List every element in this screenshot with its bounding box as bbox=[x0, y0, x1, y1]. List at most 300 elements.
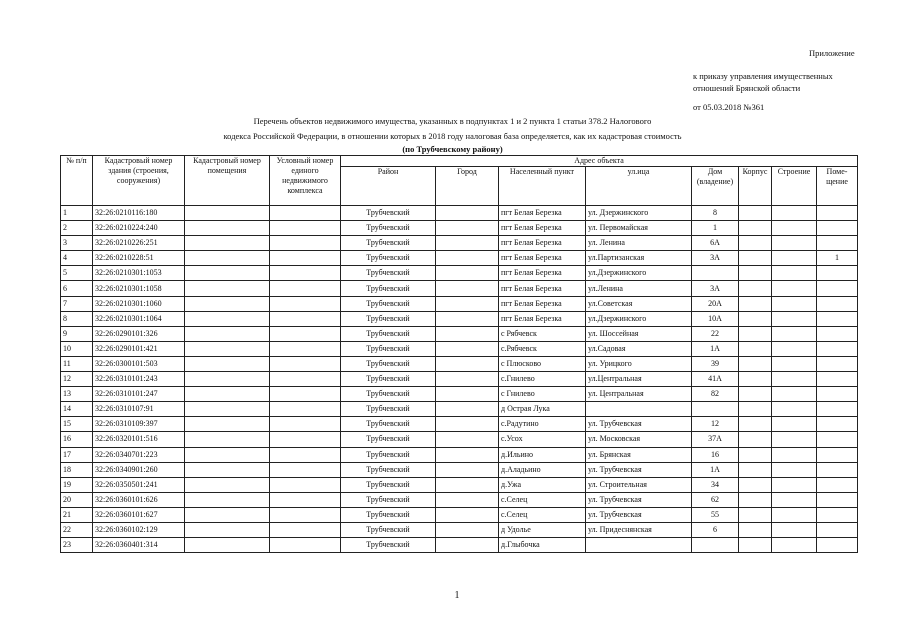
title-line-1: Перечень объектов недвижимого имущества, указанных в подпунктах 1 и 2 пункта 1 статьи 378.2 Налогового bbox=[253, 116, 652, 126]
cell-locality: с.Селец bbox=[499, 507, 586, 522]
cell-locality: с.Усох bbox=[499, 432, 586, 447]
cell-street: ул. Трубчевская bbox=[586, 462, 692, 477]
cell-district: Трубчевский bbox=[341, 372, 436, 387]
cell-building-cadastral: 32:26:0310107:91 bbox=[93, 402, 185, 417]
cell-locality: пгт Белая Березка bbox=[499, 251, 586, 266]
cell-house: 20А bbox=[692, 296, 739, 311]
cell-building bbox=[772, 296, 817, 311]
table-row bbox=[61, 522, 858, 537]
cell-building bbox=[772, 236, 817, 251]
table-row bbox=[61, 356, 858, 371]
cell-building bbox=[772, 492, 817, 507]
cell-locality: с Рябчевск bbox=[499, 326, 586, 341]
cell-building-cadastral: 32:26:0340701:223 bbox=[93, 447, 185, 462]
cell-complex-number bbox=[270, 236, 341, 251]
cell-locality: с.Рябчевск bbox=[499, 341, 586, 356]
table-row bbox=[61, 206, 858, 221]
cell-district: Трубчевский bbox=[341, 311, 436, 326]
cell-district: Трубчевский bbox=[341, 432, 436, 447]
cell-locality: с.Селец bbox=[499, 492, 586, 507]
cell-korpus bbox=[739, 522, 772, 537]
cell-house: 34 bbox=[692, 477, 739, 492]
cell-building bbox=[772, 206, 817, 221]
cell-city bbox=[436, 281, 499, 296]
cell-room bbox=[817, 432, 858, 447]
cell-room-cadastral bbox=[185, 522, 270, 537]
cell-complex-number bbox=[270, 251, 341, 266]
cell-house: 12 bbox=[692, 417, 739, 432]
table-row bbox=[61, 447, 858, 462]
cell-house bbox=[692, 266, 739, 281]
cell-city bbox=[436, 417, 499, 432]
cell-korpus bbox=[739, 492, 772, 507]
title-district: (по Трубчевскому району) bbox=[402, 144, 503, 154]
cell-korpus bbox=[739, 311, 772, 326]
cell-building-cadastral: 32:26:0320101:516 bbox=[93, 432, 185, 447]
cell-street: ул. Шоссейная bbox=[586, 326, 692, 341]
cell-building-cadastral: 32:26:0290101:326 bbox=[93, 326, 185, 341]
cell-room-cadastral bbox=[185, 477, 270, 492]
table-row bbox=[61, 341, 858, 356]
cell-room-cadastral bbox=[185, 432, 270, 447]
cell-city bbox=[436, 447, 499, 462]
cell-house: 82 bbox=[692, 387, 739, 402]
cell-room-cadastral bbox=[185, 266, 270, 281]
cell-number: 21 bbox=[61, 507, 93, 522]
col-building: Строение bbox=[772, 167, 817, 206]
cell-building-cadastral: 32:26:0340901:260 bbox=[93, 462, 185, 477]
cell-street: ул. Первомайская bbox=[586, 221, 692, 236]
table-row bbox=[61, 372, 858, 387]
cell-room bbox=[817, 281, 858, 296]
cell-complex-number bbox=[270, 402, 341, 417]
cell-room-cadastral bbox=[185, 341, 270, 356]
cell-district: Трубчевский bbox=[341, 326, 436, 341]
cell-room-cadastral bbox=[185, 387, 270, 402]
col-locality: Населенный пункт bbox=[499, 167, 586, 206]
cell-house: 6 bbox=[692, 522, 739, 537]
cell-number: 16 bbox=[61, 432, 93, 447]
cell-number: 9 bbox=[61, 326, 93, 341]
cell-building-cadastral: 32:26:0310109:397 bbox=[93, 417, 185, 432]
table-row bbox=[61, 311, 858, 326]
cell-street: ул. Дзержинского bbox=[586, 206, 692, 221]
cell-complex-number bbox=[270, 356, 341, 371]
cell-house: 16 bbox=[692, 447, 739, 462]
cell-city bbox=[436, 326, 499, 341]
cell-building-cadastral: 32:26:0360401:314 bbox=[93, 538, 185, 553]
cell-room-cadastral bbox=[185, 296, 270, 311]
cell-number: 2 bbox=[61, 221, 93, 236]
cell-building bbox=[772, 522, 817, 537]
cell-house bbox=[692, 538, 739, 553]
cell-district: Трубчевский bbox=[341, 281, 436, 296]
title-line-2: кодекса Российской Федерации, в отношении которых в 2018 году налоговая база определяется, как их кадастровая стоимость bbox=[223, 131, 682, 141]
cell-korpus bbox=[739, 326, 772, 341]
cell-locality: д.Ужа bbox=[499, 477, 586, 492]
cell-street: ул.Советская bbox=[586, 296, 692, 311]
cell-street: ул.Дзержинского bbox=[586, 311, 692, 326]
cell-korpus bbox=[739, 281, 772, 296]
cell-korpus bbox=[739, 462, 772, 477]
cell-building bbox=[772, 417, 817, 432]
cell-complex-number bbox=[270, 492, 341, 507]
cell-street: ул.Партизанская bbox=[586, 251, 692, 266]
cell-complex-number bbox=[270, 326, 341, 341]
cell-district: Трубчевский bbox=[341, 538, 436, 553]
col-city: Город bbox=[436, 167, 499, 206]
cell-building-cadastral: 32:26:0350501:241 bbox=[93, 477, 185, 492]
cell-number: 5 bbox=[61, 266, 93, 281]
cell-house: 37А bbox=[692, 432, 739, 447]
cell-house: 3А bbox=[692, 281, 739, 296]
cell-building bbox=[772, 341, 817, 356]
col-room-cadastral: Кадастровый номер помещения bbox=[185, 156, 270, 206]
cell-building-cadastral: 32:26:0210301:1064 bbox=[93, 311, 185, 326]
cell-district: Трубчевский bbox=[341, 417, 436, 432]
cell-room bbox=[817, 341, 858, 356]
cell-street: ул. Брянская bbox=[586, 447, 692, 462]
cell-district: Трубчевский bbox=[341, 447, 436, 462]
cell-complex-number bbox=[270, 206, 341, 221]
cell-city bbox=[436, 266, 499, 281]
cell-building bbox=[772, 432, 817, 447]
order-date: от 05.03.2018 №361 bbox=[693, 102, 765, 112]
cell-city bbox=[436, 538, 499, 553]
cell-district: Трубчевский bbox=[341, 462, 436, 477]
cell-city bbox=[436, 206, 499, 221]
cell-house: 1А bbox=[692, 462, 739, 477]
cell-room-cadastral bbox=[185, 311, 270, 326]
cell-complex-number bbox=[270, 311, 341, 326]
table-header bbox=[61, 156, 858, 206]
cell-number: 8 bbox=[61, 311, 93, 326]
cell-room-cadastral bbox=[185, 281, 270, 296]
cell-room-cadastral bbox=[185, 507, 270, 522]
cell-locality: пгт Белая Березка bbox=[499, 266, 586, 281]
cell-locality: с Плюсково bbox=[499, 356, 586, 371]
cell-city bbox=[436, 522, 499, 537]
cell-number: 7 bbox=[61, 296, 93, 311]
cell-locality: с.Радутино bbox=[499, 417, 586, 432]
cell-room-cadastral bbox=[185, 206, 270, 221]
cell-building bbox=[772, 266, 817, 281]
cell-room bbox=[817, 507, 858, 522]
cell-complex-number bbox=[270, 462, 341, 477]
cell-city bbox=[436, 387, 499, 402]
cell-complex-number bbox=[270, 341, 341, 356]
cell-city bbox=[436, 432, 499, 447]
cell-city bbox=[436, 221, 499, 236]
col-address: Адрес объекта bbox=[341, 156, 858, 167]
cell-building bbox=[772, 221, 817, 236]
table-row bbox=[61, 387, 858, 402]
cell-korpus bbox=[739, 341, 772, 356]
cell-building bbox=[772, 326, 817, 341]
cell-house: 1А bbox=[692, 341, 739, 356]
cell-district: Трубчевский bbox=[341, 221, 436, 236]
table-row bbox=[61, 402, 858, 417]
cell-locality: пгт Белая Березка bbox=[499, 221, 586, 236]
cell-number: 11 bbox=[61, 356, 93, 371]
cell-building bbox=[772, 387, 817, 402]
cell-house: 1 bbox=[692, 221, 739, 236]
cell-locality: пгт Белая Березка bbox=[499, 206, 586, 221]
cell-room-cadastral bbox=[185, 417, 270, 432]
cell-room-cadastral bbox=[185, 221, 270, 236]
cell-room bbox=[817, 326, 858, 341]
cell-city bbox=[436, 462, 499, 477]
cell-number: 13 bbox=[61, 387, 93, 402]
cell-korpus bbox=[739, 507, 772, 522]
cell-number: 20 bbox=[61, 492, 93, 507]
cell-building-cadastral: 32:26:0360101:626 bbox=[93, 492, 185, 507]
cell-building-cadastral: 32:26:0210301:1053 bbox=[93, 266, 185, 281]
cell-complex-number bbox=[270, 221, 341, 236]
cell-number: 15 bbox=[61, 417, 93, 432]
cell-building bbox=[772, 251, 817, 266]
cell-street: ул. Урицкого bbox=[586, 356, 692, 371]
cell-district: Трубчевский bbox=[341, 341, 436, 356]
cell-korpus bbox=[739, 236, 772, 251]
cell-street: ул.Садовая bbox=[586, 341, 692, 356]
cell-street: ул. Строительная bbox=[586, 477, 692, 492]
col-street: ул.ица bbox=[586, 167, 692, 206]
cell-district: Трубчевский bbox=[341, 387, 436, 402]
cell-complex-number bbox=[270, 266, 341, 281]
cell-city bbox=[436, 296, 499, 311]
cell-city bbox=[436, 236, 499, 251]
cell-room bbox=[817, 206, 858, 221]
cell-building-cadastral: 32:26:0210301:1058 bbox=[93, 281, 185, 296]
cell-street: ул.Ленина bbox=[586, 281, 692, 296]
cell-city bbox=[436, 492, 499, 507]
cell-room bbox=[817, 402, 858, 417]
cell-room bbox=[817, 538, 858, 553]
cell-room bbox=[817, 296, 858, 311]
cell-complex-number bbox=[270, 372, 341, 387]
cell-number: 10 bbox=[61, 341, 93, 356]
cell-building bbox=[772, 356, 817, 371]
cell-room bbox=[817, 522, 858, 537]
cell-number: 14 bbox=[61, 402, 93, 417]
cell-room bbox=[817, 266, 858, 281]
cell-korpus bbox=[739, 251, 772, 266]
cell-complex-number bbox=[270, 417, 341, 432]
cell-complex-number bbox=[270, 447, 341, 462]
table-body bbox=[61, 206, 858, 553]
table-row bbox=[61, 432, 858, 447]
col-building-cadastral: Кадастровый номер здания (строения, сооружения) bbox=[93, 156, 185, 206]
cell-building bbox=[772, 281, 817, 296]
cell-room bbox=[817, 221, 858, 236]
cell-complex-number bbox=[270, 538, 341, 553]
cell-building-cadastral: 32:26:0300101:503 bbox=[93, 356, 185, 371]
cell-building-cadastral: 32:26:0310101:243 bbox=[93, 372, 185, 387]
table-row bbox=[61, 326, 858, 341]
page-number: 1 bbox=[454, 590, 460, 601]
cell-locality: пгт Белая Березка bbox=[499, 281, 586, 296]
cell-room-cadastral bbox=[185, 447, 270, 462]
cell-house: 22 bbox=[692, 326, 739, 341]
cell-room-cadastral bbox=[185, 251, 270, 266]
cell-building bbox=[772, 311, 817, 326]
cell-locality: пгт Белая Березка bbox=[499, 236, 586, 251]
cell-room bbox=[817, 356, 858, 371]
cell-building-cadastral: 32:26:0210224:240 bbox=[93, 221, 185, 236]
cell-city bbox=[436, 402, 499, 417]
cell-street: ул. Придеснянская bbox=[586, 522, 692, 537]
table-row bbox=[61, 417, 858, 432]
cell-building-cadastral: 32:26:0210226:251 bbox=[93, 236, 185, 251]
cell-district: Трубчевский bbox=[341, 492, 436, 507]
cell-complex-number bbox=[270, 281, 341, 296]
cell-building bbox=[772, 477, 817, 492]
cell-district: Трубчевский bbox=[341, 356, 436, 371]
cell-korpus bbox=[739, 296, 772, 311]
cell-room-cadastral bbox=[185, 372, 270, 387]
cell-district: Трубчевский bbox=[341, 251, 436, 266]
cell-room-cadastral bbox=[185, 492, 270, 507]
col-house: Дом (владение) bbox=[692, 167, 739, 206]
property-register-table bbox=[60, 155, 858, 553]
cell-complex-number bbox=[270, 387, 341, 402]
cell-building bbox=[772, 447, 817, 462]
cell-building-cadastral: 32:26:0360101:627 bbox=[93, 507, 185, 522]
cell-house: 39 bbox=[692, 356, 739, 371]
cell-korpus bbox=[739, 221, 772, 236]
cell-complex-number bbox=[270, 507, 341, 522]
cell-room bbox=[817, 417, 858, 432]
col-num: № п/п bbox=[61, 156, 93, 206]
cell-district: Трубчевский bbox=[341, 296, 436, 311]
cell-building-cadastral: 32:26:0310101:247 bbox=[93, 387, 185, 402]
cell-building-cadastral: 32:26:0210116:180 bbox=[93, 206, 185, 221]
cell-locality: д Острая Лука bbox=[499, 402, 586, 417]
cell-building-cadastral: 32:26:0210228:51 bbox=[93, 251, 185, 266]
cell-room-cadastral bbox=[185, 356, 270, 371]
cell-house: 10А bbox=[692, 311, 739, 326]
cell-city bbox=[436, 311, 499, 326]
cell-complex-number bbox=[270, 432, 341, 447]
cell-locality: с Гнилево bbox=[499, 387, 586, 402]
cell-korpus bbox=[739, 206, 772, 221]
cell-city bbox=[436, 507, 499, 522]
cell-number: 6 bbox=[61, 281, 93, 296]
cell-district: Трубчевский bbox=[341, 477, 436, 492]
cell-room: 1 bbox=[817, 251, 858, 266]
cell-room-cadastral bbox=[185, 236, 270, 251]
cell-complex-number bbox=[270, 296, 341, 311]
cell-complex-number bbox=[270, 477, 341, 492]
cell-building bbox=[772, 372, 817, 387]
cell-house: 3А bbox=[692, 251, 739, 266]
cell-locality: д.Аладьино bbox=[499, 462, 586, 477]
col-complex-number: Условный номер единого недвижимого комплекса bbox=[270, 156, 341, 206]
cell-locality: пгт Белая Березка bbox=[499, 296, 586, 311]
cell-district: Трубчевский bbox=[341, 206, 436, 221]
cell-street: ул. Центральная bbox=[586, 387, 692, 402]
cell-room bbox=[817, 372, 858, 387]
cell-room bbox=[817, 387, 858, 402]
col-district: Район bbox=[341, 167, 436, 206]
table-row bbox=[61, 236, 858, 251]
order-line-2: отношений Брянской области bbox=[693, 83, 801, 93]
cell-room bbox=[817, 492, 858, 507]
cell-room bbox=[817, 447, 858, 462]
cell-house: 62 bbox=[692, 492, 739, 507]
cell-number: 3 bbox=[61, 236, 93, 251]
cell-korpus bbox=[739, 402, 772, 417]
cell-street: ул. Московская bbox=[586, 432, 692, 447]
cell-district: Трубчевский bbox=[341, 522, 436, 537]
cell-city bbox=[436, 356, 499, 371]
cell-building-cadastral: 32:26:0290101:421 bbox=[93, 341, 185, 356]
cell-number: 23 bbox=[61, 538, 93, 553]
table-row bbox=[61, 251, 858, 266]
cell-korpus bbox=[739, 387, 772, 402]
cell-room bbox=[817, 477, 858, 492]
cell-street: ул. Трубчевская bbox=[586, 417, 692, 432]
cell-room bbox=[817, 236, 858, 251]
cell-house: 8 bbox=[692, 206, 739, 221]
order-reference bbox=[693, 70, 833, 94]
col-room: Поме-щение bbox=[817, 167, 858, 206]
cell-street: ул. Ленина bbox=[586, 236, 692, 251]
cell-city bbox=[436, 477, 499, 492]
cell-korpus bbox=[739, 477, 772, 492]
cell-room-cadastral bbox=[185, 326, 270, 341]
cell-korpus bbox=[739, 356, 772, 371]
cell-street: ул. Трубчевская bbox=[586, 492, 692, 507]
table-row bbox=[61, 281, 858, 296]
cell-korpus bbox=[739, 372, 772, 387]
table-row bbox=[61, 221, 858, 236]
cell-number: 12 bbox=[61, 372, 93, 387]
table-row bbox=[61, 477, 858, 492]
cell-korpus bbox=[739, 447, 772, 462]
cell-locality: д.Глыбочка bbox=[499, 538, 586, 553]
order-line-1: к приказу управления имущественных bbox=[693, 71, 833, 81]
cell-city bbox=[436, 372, 499, 387]
cell-room-cadastral bbox=[185, 402, 270, 417]
cell-number: 22 bbox=[61, 522, 93, 537]
cell-building bbox=[772, 462, 817, 477]
cell-district: Трубчевский bbox=[341, 507, 436, 522]
table-row bbox=[61, 266, 858, 281]
cell-building-cadastral: 32:26:0210301:1060 bbox=[93, 296, 185, 311]
cell-locality: пгт Белая Березка bbox=[499, 311, 586, 326]
cell-building-cadastral: 32:26:0360102:129 bbox=[93, 522, 185, 537]
cell-house: 55 bbox=[692, 507, 739, 522]
table-row bbox=[61, 462, 858, 477]
cell-room-cadastral bbox=[185, 538, 270, 553]
cell-street: ул.Дзержинского bbox=[586, 266, 692, 281]
cell-district: Трубчевский bbox=[341, 266, 436, 281]
cell-city bbox=[436, 341, 499, 356]
cell-room bbox=[817, 311, 858, 326]
table-row bbox=[61, 296, 858, 311]
cell-street bbox=[586, 402, 692, 417]
col-korpus: Корпус bbox=[739, 167, 772, 206]
cell-city bbox=[436, 251, 499, 266]
table-row bbox=[61, 492, 858, 507]
cell-room bbox=[817, 462, 858, 477]
cell-korpus bbox=[739, 538, 772, 553]
cell-house: 41А bbox=[692, 372, 739, 387]
cell-street: ул. Трубчевская bbox=[586, 507, 692, 522]
cell-district: Трубчевский bbox=[341, 402, 436, 417]
